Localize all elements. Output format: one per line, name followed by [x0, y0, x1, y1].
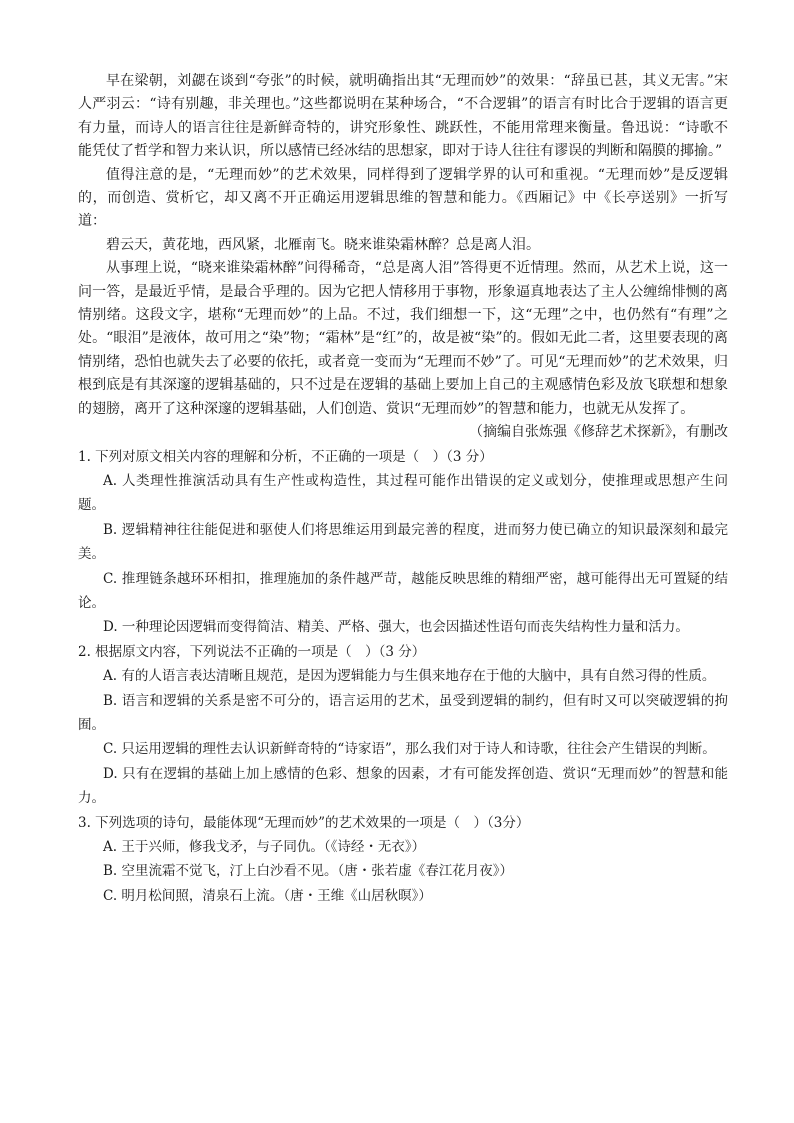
document-page	[78, 70, 728, 908]
question-stem: 2. 根据原文内容，下列说法不正确的一项是（ ）（3 分）	[78, 643, 426, 660]
question-1	[78, 445, 728, 640]
question-option: B. 空里流霜不觉飞，汀上白沙看不见。（唐・张若虚《春江花月夜》）	[103, 863, 514, 880]
question-option: C. 推理链条越环环相扣，推理施加的条件越严苛，越能反映思维的精细严密，越可能得出无可置疑的结论。	[78, 570, 728, 611]
question-2	[78, 640, 728, 811]
source-citation: （摘编自张炼强《修辞艺术探新》，有删改	[469, 424, 728, 441]
quoted-verse: 碧云天，黄花地，西风紧，北雁南飞。晓来谁染霜林醉？总是离人泪。	[106, 236, 540, 253]
question-option: C. 明月松间照，清泉石上流。（唐・王维《山居秋暝》）	[103, 887, 432, 904]
passage-paragraph-3: 从事理上说，“晓来谁染霜林醉”问得稀奇，“总是离人泪”答得更不近情理。然而，从艺术上说，这一问一答，是最近乎情，是最合乎理的。因为它把人情移用于事物，形象逼真地表达了主人公缠绵悱恻的离情别绪。这段文字，堪称“无理而妙”的上品。不过，我们细想一下，这“无理”之中，也仍然有“有理”之处。“眼泪”是液体，故可用之“染”物；“霜林”是“红”的，故是被“染”的。假如无此二者，这里要表现的离情别绪，恐怕也就失去了必要的依托，或者竟一变而为“无理而不妙”了。可见“无理而妙”的艺术效果，归根到底是有其深邃的逻辑基础的，只不过是在逻辑的基础上要加上自己的主观感情色彩及放飞联想和想象的翅膀，离开了这种深邃的逻辑基础，人们创造、赏识“无理而妙”的智慧和能力，也就无从发挥了。	[78, 260, 728, 417]
question-option: B. 语言和逻辑的关系是密不可分的，语言运用的艺术，虽受到逻辑的制约，但有时又可以突破逻辑的拘囿。	[78, 692, 728, 733]
passage-paragraph-1: 早在梁朝，刘勰在谈到“夸张”的时候，就明确指出其“无理而妙”的效果：“辞虽已甚，其义无害。”宋人严羽云：“诗有别趣，非关理也。”这些都说明在某种场合，“不合逻辑”的语言有时比合于逻辑的语言更有力量，而诗人的语言往往是新鲜奇特的，讲究形象性、跳跃性，不能用常理来衡量。鲁迅说：“诗歌不能凭仗了哲学和智力来认识，所以感情已经冰结的思想家，即对于诗人往往有谬误的判断和隔膜的揶揄。”	[78, 73, 728, 160]
question-stem: 3. 下列选项的诗句，最能体现“无理而妙”的艺术效果的一项是（ ）（3分）	[78, 814, 530, 831]
question-option: A. 王于兴师，修我戈矛，与子同仇。（《诗经・无衣》）	[103, 839, 426, 855]
question-stem: 1. 下列对原文相关内容的理解和分析，不正确的一项是（ ）（3 分）	[78, 448, 493, 465]
question-option: D. 一种理论因逻辑而变得简洁、精美、严格、强大，也会因描述性语句而丧失结构性力量和活力。	[103, 619, 689, 636]
question-option: B. 逻辑精神往往能促进和驱使人们将思维运用到最完善的程度，进而努力使已确立的知识最深刻和最完美。	[78, 521, 728, 563]
question-3	[78, 811, 728, 909]
question-option: A. 有的人语言表达清晰且规范，是因为逻辑能力与生俱来地存在于他的大脑中，具有自然习得的性质。	[103, 668, 716, 685]
question-option: D. 只有在逻辑的基础上加上感情的色彩、想象的因素，才有可能发挥创造、赏识“无理而妙”的智慧和能力。	[78, 765, 728, 807]
question-option: A. 人类理性推演活动具有生产性或构造性，其过程可能作出错误的定义或划分，使推理或思想产生问题。	[78, 472, 728, 514]
question-option: C. 只运用逻辑的理性去认识新鲜奇特的“诗家语”，那么我们对于诗人和诗歌，往往会产生错误的判断。	[103, 741, 716, 758]
passage-paragraph-2: 值得注意的是，“无理而妙”的艺术效果，同样得到了逻辑学界的认可和重视。“无理而妙”是反逻辑的，而创造、赏析它，却又离不开正确运用逻辑思维的智慧和能力。《西厢记》中《长亭送别》一折写道：	[78, 166, 728, 230]
